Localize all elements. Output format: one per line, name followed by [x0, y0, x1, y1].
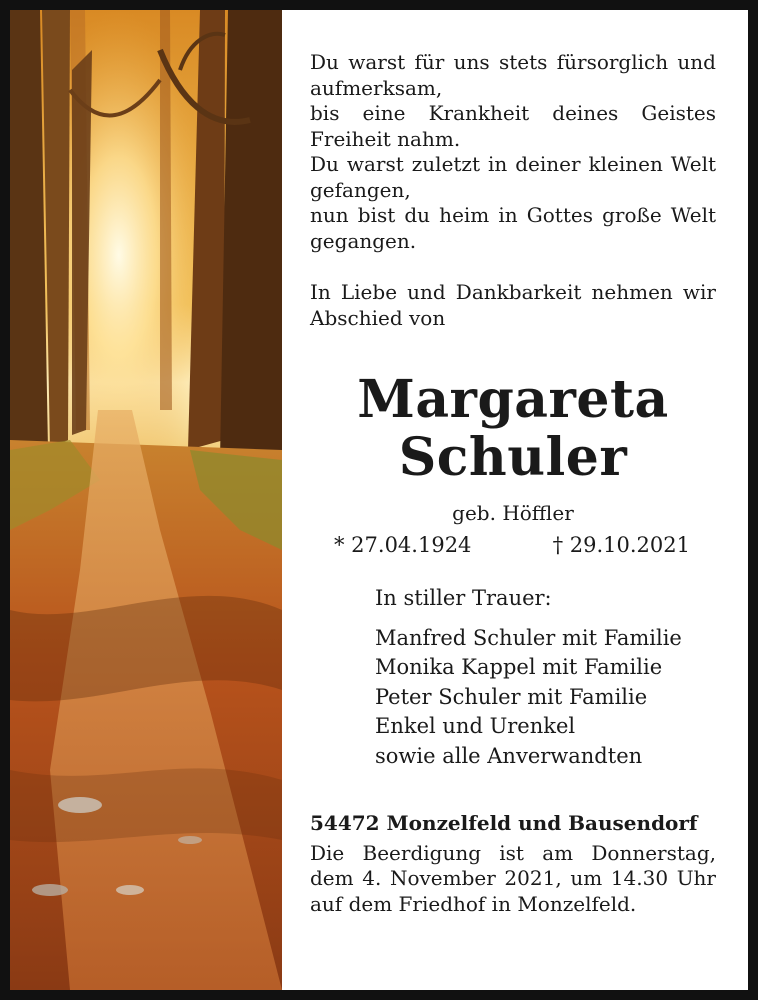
deceased-name [310, 371, 716, 487]
place-line: 54472 Monzelfeld und Bausendorf [310, 811, 698, 835]
poem-line: nun bist du heim in Gottes große Welt gegangen. [310, 203, 716, 253]
intro-text: In Liebe und Dankbarkeit nehmen wir Abschied von [310, 280, 716, 330]
mourners [310, 584, 716, 771]
poem-line: bis eine Krankheit deines Geistes Freiheit nahm. [310, 101, 716, 151]
mourner-name: Manfred Schuler mit Familie [375, 625, 682, 650]
birth-name: geb. Höffler [452, 501, 574, 525]
birth-date: * 27.04.1924 [334, 532, 472, 557]
first-name: Margareta [357, 369, 669, 430]
poem-line: Du warst zuletzt in deiner kleinen Welt gefangen, [310, 152, 716, 202]
mourner-name: Monika Kappel mit Familie [375, 655, 663, 679]
death-date: † 29.10.2021 [552, 532, 690, 557]
obituary-text [310, 50, 716, 917]
poem [310, 50, 716, 254]
mourner-name: Peter Schuler mit Familie [375, 684, 648, 709]
mourning-heading: In stiller Trauer: [375, 586, 552, 610]
poem-line: Du warst für uns stets fürsorglich und aufmerksam, [310, 50, 716, 100]
funeral-notice: Die Beerdigung ist am Donnerstag, dem 4. November 2021, um 14.30 Uhr auf dem Friedhof in Monzelfeld. [310, 840, 716, 916]
forest-path-photo [10, 10, 282, 990]
mourner-name: Enkel und Urenkel [375, 714, 576, 738]
last-name: Schuler [398, 427, 628, 488]
mourner-name: sowie alle Anverwandten [375, 743, 643, 768]
life-dates [310, 533, 716, 559]
